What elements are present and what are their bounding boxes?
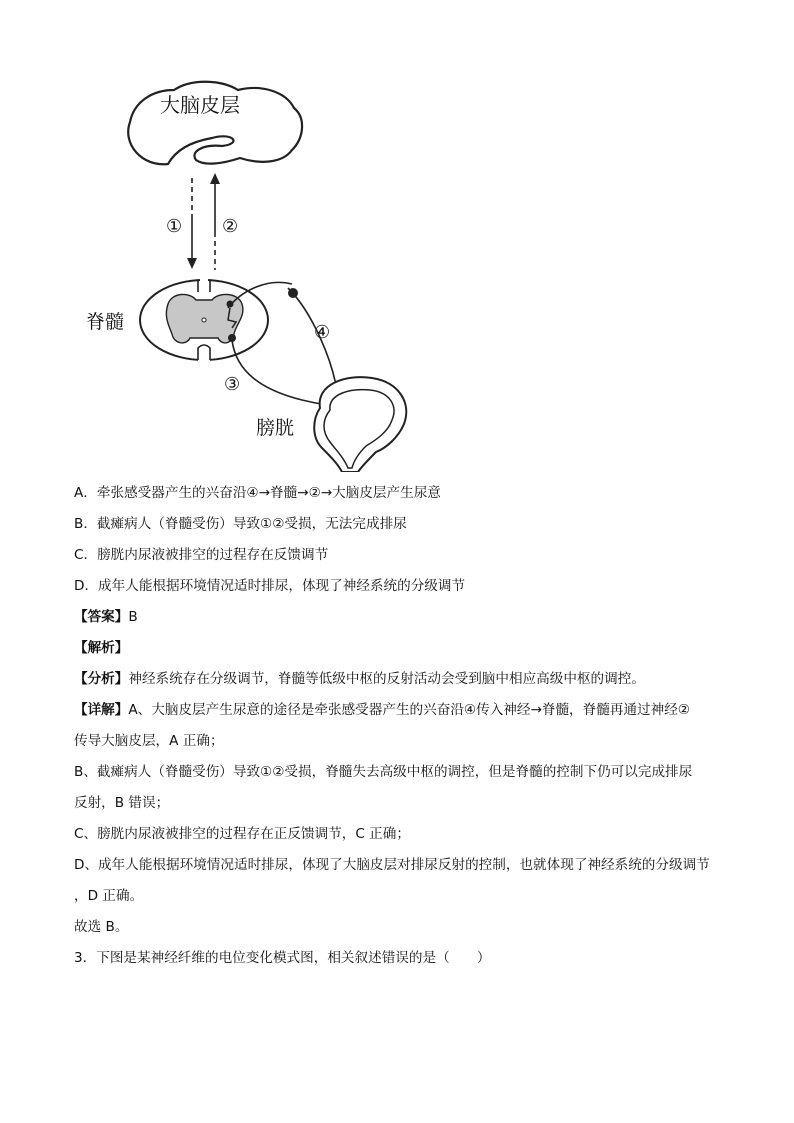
- xiangjie-line6: D、成年人能根据环境情况适时排尿，体现了大脑皮层对排尿反射的控制，也就体现了神经系统的分级调节: [74, 857, 710, 873]
- answer-tag: 【答案】: [74, 609, 129, 625]
- xiangjie-line3: B、截瘫病人（脊髓受伤）导致①②受损，脊髓失去高级中枢的调控，但是脊髓的控制下仍可以完成排尿: [74, 764, 693, 780]
- path2-arrowhead: [210, 173, 220, 184]
- xiangjie-line2: 传导大脑皮层，A 正确；: [74, 733, 224, 749]
- next-question: 3．下图是某神经纤维的电位变化模式图，相关叙述错误的是（ ）: [74, 950, 491, 966]
- spinal-label: 脊髓: [86, 311, 125, 333]
- fenxi-line: [74, 670, 645, 688]
- cortex-label: 大脑皮层: [160, 93, 240, 117]
- path2-label: ②: [222, 216, 239, 237]
- option-d: D．成年人能根据环境情况适时排尿，体现了神经系统的分级调节: [74, 578, 466, 594]
- option-c: C．膀胱内尿液被排空的过程存在反馈调节: [74, 547, 329, 563]
- fenxi-text: 神经系统存在分级调节，脊髓等低级中枢的反射活动会受到脑中相应高级中枢的调控。: [128, 671, 645, 687]
- path3-label: ③: [224, 374, 241, 395]
- path4-label: ④: [314, 322, 331, 343]
- xiangjie-line7: ，D 正确。: [74, 888, 144, 904]
- option-b: B．截瘫病人（脊髓受伤）导致①②受损，无法完成排尿: [74, 516, 407, 532]
- xiangjie-text1: A、大脑皮层产生尿意的途径是牵张感受器产生的兴奋沿④传入神经→脊髓，脊髓再通过神经②: [128, 702, 690, 718]
- reflex-diagram: [72, 72, 432, 472]
- path1-label: ①: [166, 216, 183, 237]
- path4-fiber: [288, 288, 338, 398]
- answer-line: [74, 608, 138, 626]
- answer-value: B: [128, 609, 138, 625]
- reflex-diagram-svg: [72, 72, 432, 472]
- fenxi-tag: 【分析】: [74, 671, 129, 687]
- xiangjie-line8: 故选 B。: [74, 919, 129, 935]
- analysis-tag: 【解析】: [74, 640, 129, 656]
- path1-arrowhead: [187, 258, 197, 269]
- option-a: A．牵张感受器产生的兴奋沿④→脊髓→②→大脑皮层产生尿意: [74, 485, 441, 501]
- xiangjie-line4: 反射，B 错误；: [74, 795, 170, 811]
- xiangjie-tag: 【详解】: [74, 702, 129, 718]
- xiangjie-line1: [74, 701, 690, 719]
- bladder-label: 膀胱: [256, 417, 295, 439]
- xiangjie-line5: C、膀胱内尿液被排空的过程存在正反馈调节，C 正确；: [74, 826, 410, 842]
